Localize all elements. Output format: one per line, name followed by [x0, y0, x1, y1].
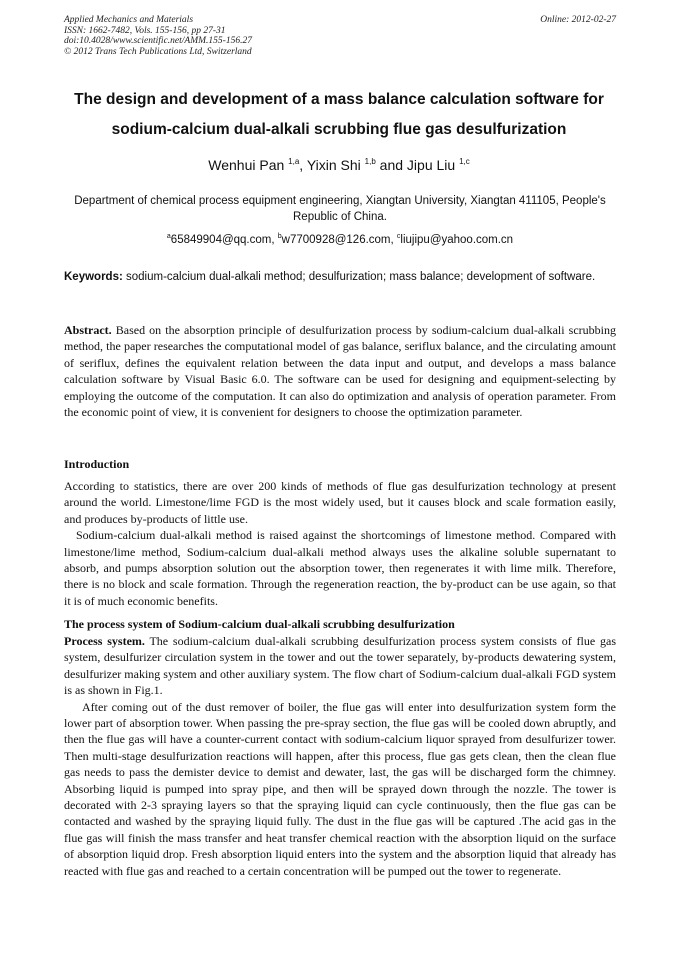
author-affil-sup: 1,c [459, 157, 470, 166]
email-address: liujipu@yahoo.com.cn [400, 234, 514, 246]
author-affil-sup: 1,b [364, 157, 376, 166]
online-date: Online: 2012-02-27 [540, 15, 616, 25]
issn-line: ISSN: 1662-7482, Vols. 155-156, pp 27-31 [64, 25, 226, 36]
affiliation: Department of chemical process equipment engineering, Xiangtan University, Xiangtan 411105, People's Republic of China. [74, 195, 606, 223]
process-system-lead: Process system. [64, 634, 145, 648]
author-list [40, 157, 638, 173]
keywords-label: Keywords: [64, 271, 123, 283]
author-name: Yixin Shi [306, 157, 361, 173]
title-line-1: The design and development of a mass balance calculation software for [74, 91, 604, 108]
email-sup: c [396, 233, 401, 240]
author-name: Wenhui Pan [208, 157, 285, 173]
process-section-body [64, 633, 616, 879]
paragraph: According to statistics, there are over 200 kinds of methods of flue gas desulfurization technology at present around the world. Limestone/lime FGD is the most widely used, but it causes block and scale formation easily, and produces by-products of little use. [64, 479, 616, 526]
paragraph: Sodium-calcium dual-alkali method is raised against the shortcomings of limestone method. Compared with limestone/lime method, Sodium-calcium dual-alkali method always uses the alkaline soluble supernatant to absorb, and pumps absorption solution out the absorption tower, then regenerates it with lime milk. Therefore, there is no block and scale formation. Through the regeneration reaction, the by-product can be use again, so that it is of much economic benefits. [64, 528, 616, 608]
keywords [64, 269, 616, 285]
author-separator: , [299, 157, 307, 173]
email-address: w7700928@126.com, [281, 234, 397, 246]
journal-name: Applied Mechanics and Materials [64, 15, 194, 25]
introduction-body [64, 478, 616, 609]
copyright-line: © 2012 Trans Tech Publications Ltd, Switzerland [64, 46, 252, 57]
abstract-text: Based on the absorption principle of desulfurization process by sodium-calcium dual-alkali scrubbing method, the paper researches the computational model of gas balance, seriflux balance, and the circulating amount of seriflux, defines the equivalent relation between the data input and output, and develops a mass balance calculation software by Visual Basic 6.0. The software can be used for designing and equipment-selecting by employing the outcome of the computation. It can also do optimization and analysis of operation parameter. From the economic point of view, it is convenient for designers to choose the optimization parameter. [64, 323, 616, 420]
introduction-heading: Introduction [64, 457, 130, 471]
email-sup: b [277, 233, 282, 240]
process-section-heading: The process system of Sodium-calcium dual-alkali scrubbing desulfurization [64, 617, 455, 631]
abstract [64, 322, 616, 420]
email-address: 65849904@qq.com, [170, 234, 278, 246]
email-sup: a [166, 233, 171, 240]
title-line-2: sodium-calcium dual-alkali scrubbing flue gas desulfurization [111, 121, 567, 138]
abstract-label: Abstract. [64, 323, 112, 337]
doi-line: doi:10.4028/www.scientific.net/AMM.155-156.27 [64, 36, 252, 47]
author-emails [64, 233, 616, 246]
journal-header [64, 15, 616, 57]
author-affil-sup: 1,a [288, 157, 300, 166]
paragraph: The sodium-calcium dual-alkali scrubbing desulfurization process system consists of flue gas system, desulfurizer circulation system in the tower and out the tower separately, by-products dewatering system, desulfurizer making system and other auxiliary system. The flow chart of Sodium-calcium dual-alkali FGD system is as shown in Fig.1. [64, 634, 616, 698]
keywords-text: sodium-calcium dual-alkali method; desulfurization; mass balance; development of software. [122, 271, 596, 283]
author-name: Jipu Liu [406, 157, 456, 173]
paragraph: After coming out of the dust remover of boiler, the flue gas will enter into desulfurization system form the lower part of absorption tower. When passing the pre-spray section, the flue gas will be cooled down abruptly, and then the flue gas will have a counter-current contact with sodium-calcium liquor sprayed from desulfurizer tower. Then multi-stage desulfurization reactions will happen, after this process, flue gas gets clean, then the clean flue gas needs to pass the demister device to demist and dewater, last, the gas will be discharged form the chimney. Absorbing liquid is pumped into spray pipe, and then will be sprayed down through the nozzle. The tower is decorated with 2-3 spraying layers so that the spraying liquid can cycle continuously, then the flue gas can be contacted and washed by the spraying liquid fully. The dust in the flue gas will be captured .The acid gas in the flue gas will finish the mass transfer and heat transfer chemical reaction with the absorption liquid on the surface of absorption liquid drop. Fresh absorption liquid enters into the system and the absorption liquid that already has reacted with flue gas and reached to a certain concentration will be pumped out the tower to regenerate. [64, 699, 616, 878]
author-separator: and [375, 157, 407, 173]
